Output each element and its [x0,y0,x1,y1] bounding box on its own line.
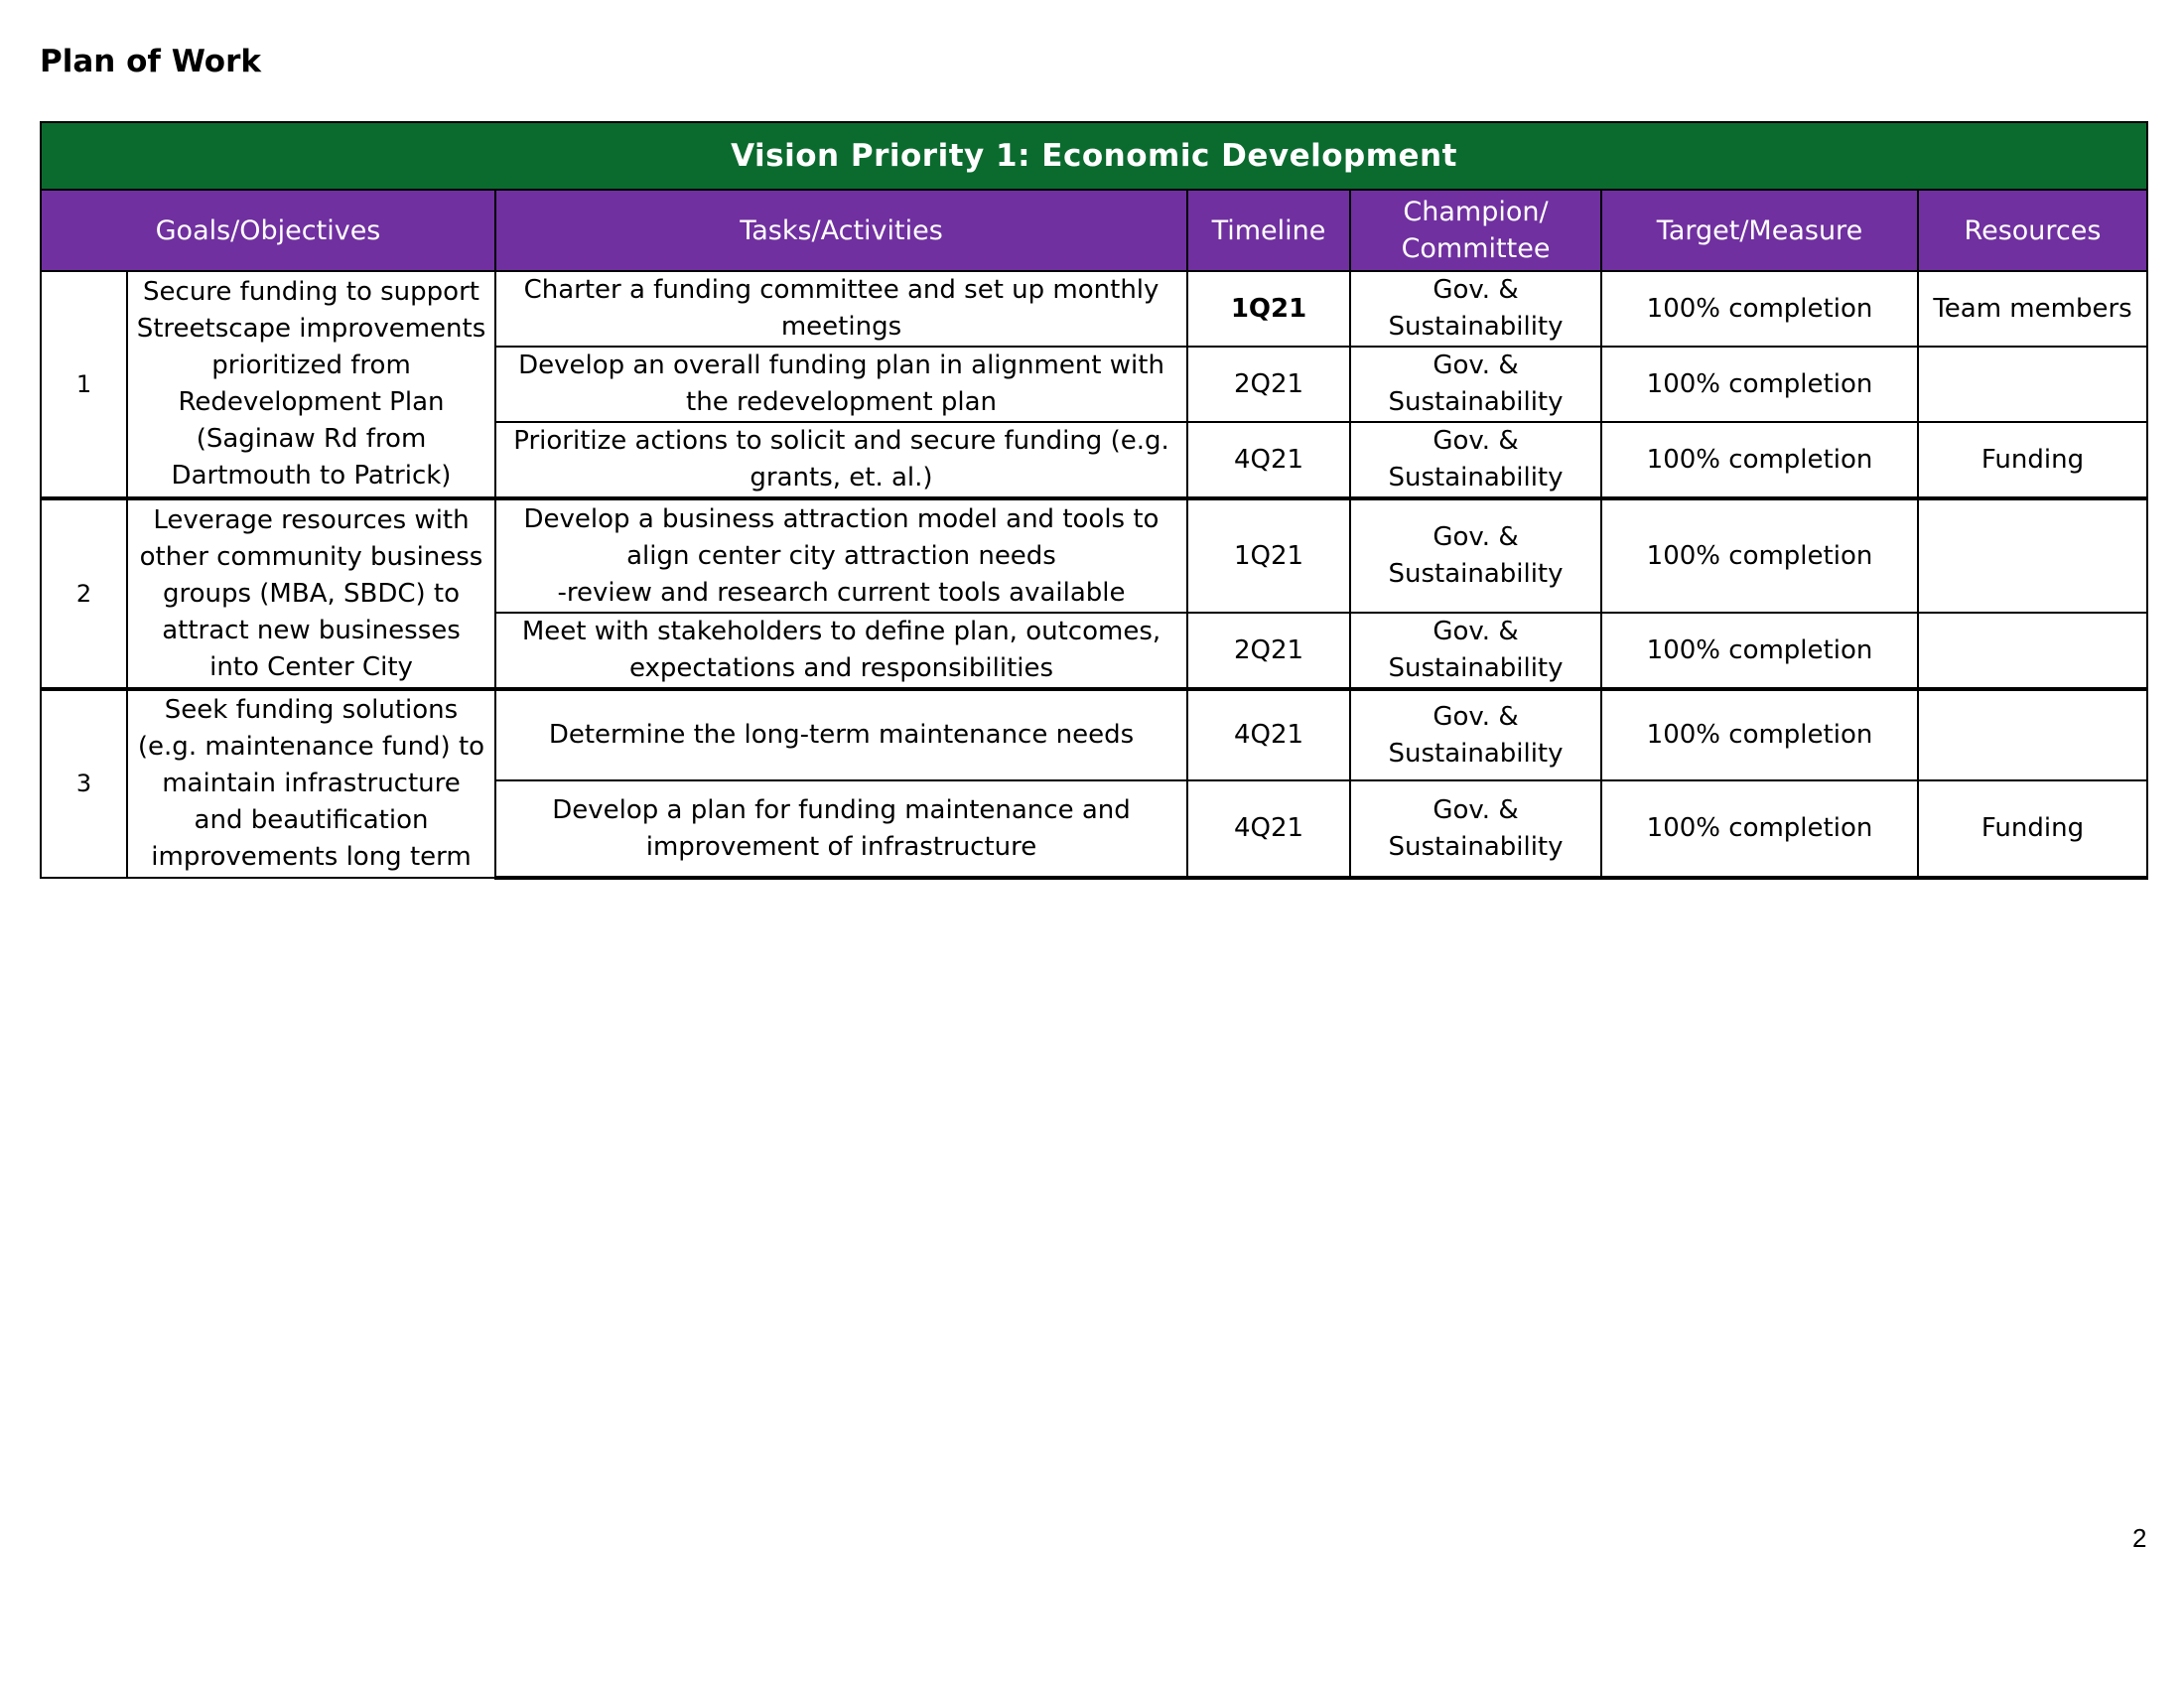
champion-line2: Sustainability [1388,831,1564,862]
task-text-line2: -review and research current tools available [557,577,1126,608]
champion-line1: Gov. & [1433,275,1519,305]
task-champion [1350,498,1601,613]
task-resources: Team members [1918,271,2147,347]
plan-of-work-table [40,121,2148,880]
header-target: Target/Measure [1601,190,1918,271]
header-goals: Goals/Objectives [41,190,495,271]
task-champion [1350,689,1601,780]
header-champion-line2: Committee [1401,233,1551,264]
task-champion [1350,271,1601,347]
task-resources: Funding [1918,780,2147,878]
champion-line1: Gov. & [1433,701,1519,732]
column-header-row [41,190,2147,271]
task-target: 100% completion [1601,347,1918,422]
task-champion [1350,613,1601,689]
goal-objective: Seek funding solutions (e.g. maintenance fund) to maintain infrastructure and beautification improvements long term [127,689,495,878]
task-resources [1918,498,2147,613]
task-resources [1918,689,2147,780]
champion-line2: Sustainability [1388,559,1564,589]
task-resources [1918,347,2147,422]
header-champion [1350,190,1601,271]
task-target: 100% completion [1601,271,1918,347]
task-timeline: 1Q21 [1187,271,1350,347]
champion-line1: Gov. & [1433,426,1519,456]
champion-line2: Sustainability [1388,312,1564,342]
task-timeline: 4Q21 [1187,689,1350,780]
champion-line1: Gov. & [1433,617,1519,646]
header-tasks: Tasks/Activities [495,190,1187,271]
task-resources: Funding [1918,422,2147,498]
goal-objective: Leverage resources with other community business groups (MBA, SBDC) to attract new businesses into Center City [127,498,495,689]
champion-line1: Gov. & [1433,351,1519,380]
task-text: Determine the long-term maintenance needs [495,689,1187,780]
task-target: 100% completion [1601,689,1918,780]
table-row [41,271,2147,347]
goal-number: 1 [41,271,127,498]
goal-number: 2 [41,498,127,689]
task-champion [1350,422,1601,498]
champion-line1: Gov. & [1433,522,1519,552]
header-champion-line1: Champion/ [1403,197,1549,227]
document-title: Plan of Work [40,44,261,79]
task-resources [1918,613,2147,689]
task-text: Develop a plan for funding maintenance and improvement of infrastructure [495,780,1187,878]
task-text: Charter a funding committee and set up monthly meetings [495,271,1187,347]
task-text: Develop an overall funding plan in alignment with the redevelopment plan [495,347,1187,422]
header-resources: Resources [1918,190,2147,271]
champion-line1: Gov. & [1433,794,1519,825]
task-target: 100% completion [1601,780,1918,878]
header-timeline: Timeline [1187,190,1350,271]
goal-objective: Secure funding to support Streetscape improvements prioritized from Redevelopment Plan (Saginaw Rd from Dartmouth to Patrick) [127,271,495,498]
task-text: Meet with stakeholders to define plan, outcomes, expectations and responsibilities [495,613,1187,689]
task-text: Prioritize actions to solicit and secure funding (e.g. grants, et. al.) [495,422,1187,498]
task-text [495,498,1187,613]
champion-line2: Sustainability [1388,463,1564,492]
champion-line2: Sustainability [1388,653,1564,683]
task-text-line1: Develop a business attraction model and tools to align center city attraction needs [523,503,1160,571]
task-target: 100% completion [1601,498,1918,613]
task-target: 100% completion [1601,613,1918,689]
champion-line2: Sustainability [1388,738,1564,769]
task-timeline: 2Q21 [1187,613,1350,689]
champion-line2: Sustainability [1388,387,1564,417]
vision-priority-banner: Vision Priority 1: Economic Development [41,122,2147,190]
page-number: 2 [2132,1523,2147,1553]
task-target: 100% completion [1601,422,1918,498]
table-row [41,498,2147,613]
table-row [41,689,2147,780]
goal-number: 3 [41,689,127,878]
task-timeline: 2Q21 [1187,347,1350,422]
task-champion [1350,780,1601,878]
task-timeline: 1Q21 [1187,498,1350,613]
task-champion [1350,347,1601,422]
task-timeline: 4Q21 [1187,422,1350,498]
task-timeline: 4Q21 [1187,780,1350,878]
